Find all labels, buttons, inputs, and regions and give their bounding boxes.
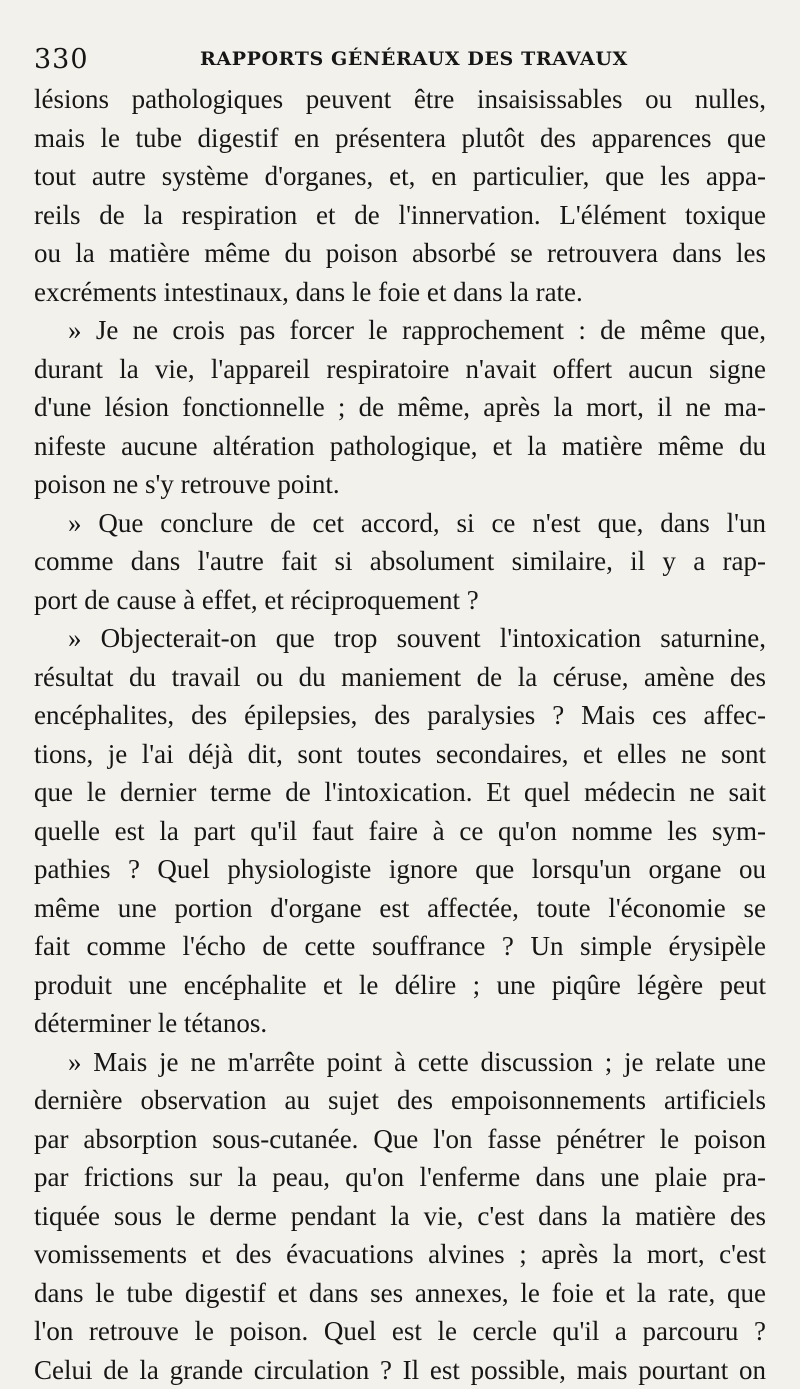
text-line: que le dernier terme de l'intoxication. Et quel médecin ne sait	[34, 773, 766, 812]
text-line: tions, je l'ai déjà dit, sont toutes secondaires, et elles ne sont	[34, 735, 766, 774]
text-line: pathies ? Quel physiologiste ignore que lorsqu'un organe ou	[34, 850, 766, 889]
text-line: dans le tube digestif et dans ses annexes, le foie et la rate, que	[34, 1274, 766, 1313]
text-line: même une portion d'organe est affectée, toute l'économie se	[34, 889, 766, 928]
text-line: » Je ne crois pas forcer le rapprochement : de même que,	[34, 311, 766, 350]
text-line: tiquée sous le derme pendant la vie, c'est dans la matière des	[34, 1197, 766, 1236]
text-line: durant la vie, l'appareil respiratoire n'avait offert aucun signe	[34, 350, 766, 389]
text-line: » Objecterait-on que trop souvent l'intoxication saturnine,	[34, 619, 766, 658]
text-line: tout autre système d'organes, et, en particulier, que les appa-	[34, 157, 766, 196]
text-line: l'on retrouve le poison. Quel est le cercle qu'il a parcouru ?	[34, 1312, 766, 1351]
text-line: ou la matière même du poison absorbé se retrouvera dans les	[34, 234, 766, 273]
text-line: nifeste aucune altération pathologique, et la matière même du	[34, 427, 766, 466]
text-line: mais le tube digestif en présentera plutôt des apparences que	[34, 119, 766, 158]
text-line: comme dans l'autre fait si absolument similaire, il y a rap-	[34, 542, 766, 581]
text-line: poison ne s'y retrouve point.	[34, 465, 766, 504]
running-title: RAPPORTS GÉNÉRAUX DES TRAVAUX	[200, 48, 628, 70]
text-line: déterminer le tétanos.	[34, 1004, 766, 1043]
text-line: produit une encéphalite et le délire ; une piqûre légère peut	[34, 966, 766, 1005]
text-line: encéphalites, des épilepsies, des paralysies ? Mais ces affec-	[34, 696, 766, 735]
text-line: reils de la respiration et de l'innervation. L'élément toxique	[34, 196, 766, 235]
text-line: d'une lésion fonctionnelle ; de même, après la mort, il ne ma-	[34, 388, 766, 427]
text-line: fait comme l'écho de cette souffrance ? Un simple érysipèle	[34, 927, 766, 966]
text-line: excréments intestinaux, dans le foie et dans la rate.	[34, 273, 766, 312]
text-line: port de cause à effet, et réciproquement ?	[34, 581, 766, 620]
page-number: 330	[34, 44, 89, 75]
text-line: par frictions sur la peau, qu'on l'enferme dans une plaie pra-	[34, 1158, 766, 1197]
text-line: lésions pathologiques peuvent être insaisissables ou nulles,	[34, 80, 766, 119]
page-header	[34, 40, 766, 80]
text-line: résultat du travail ou du maniement de la céruse, amène des	[34, 658, 766, 697]
text-line: par absorption sous-cutanée. Que l'on fasse pénétrer le poison	[34, 1120, 766, 1159]
text-line: dernière observation au sujet des empoisonnements artificiels	[34, 1081, 766, 1120]
text-line: quelle est la part qu'il faut faire à ce qu'on nomme les sym-	[34, 812, 766, 851]
text-line: » Mais je ne m'arrête point à cette discussion ; je relate une	[34, 1043, 766, 1082]
text-line: Celui de la grande circulation ? Il est possible, mais pourtant on	[34, 1351, 766, 1389]
text-line: » Que conclure de cet accord, si ce n'est que, dans l'un	[34, 504, 766, 543]
text-line: vomissements et des évacuations alvines ; après la mort, c'est	[34, 1235, 766, 1274]
body-text	[34, 80, 766, 1389]
